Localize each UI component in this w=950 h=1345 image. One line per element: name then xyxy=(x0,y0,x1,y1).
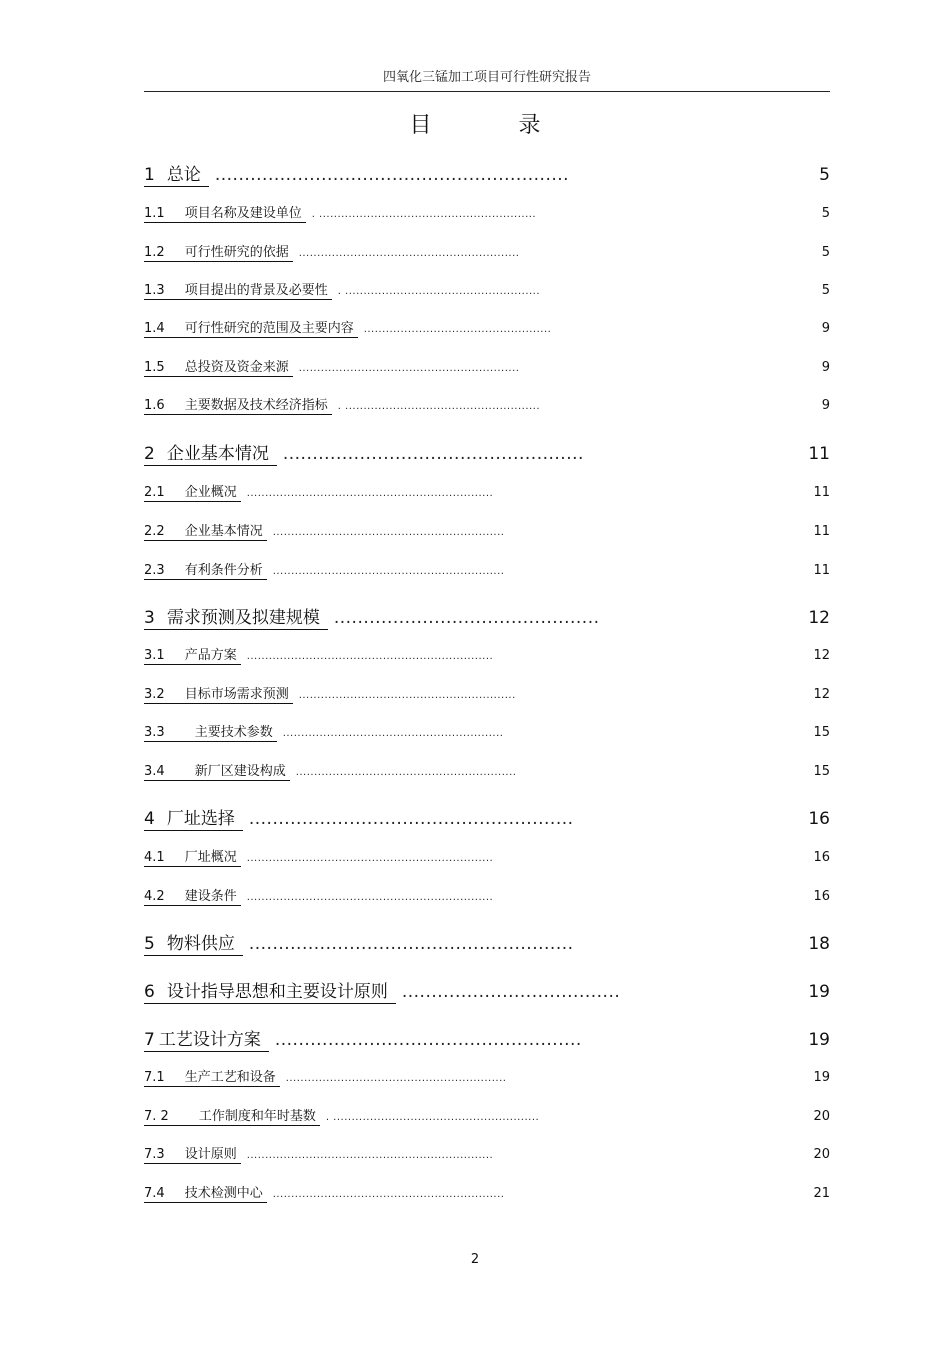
toc-dot-leader: ................................................................... xyxy=(246,853,494,864)
toc-entry-title: 项目提出的背景及必要性 xyxy=(184,283,328,298)
toc-page-number: 16 xyxy=(813,850,830,865)
toc-page-number: 12 xyxy=(813,687,830,702)
toc-page-number: 19 xyxy=(808,1030,830,1050)
toc-page-number: 9 xyxy=(821,398,830,413)
toc-entry-number: 1.6 xyxy=(144,398,165,413)
toc-dot-leader: ............................................................ xyxy=(282,728,504,739)
toc-entry[interactable] xyxy=(144,559,830,580)
toc-entry-title: 厂址概况 xyxy=(184,850,237,865)
toc-entry-number: 7.1 xyxy=(144,1070,165,1085)
toc-entry[interactable] xyxy=(144,1105,830,1126)
toc-entry-title: 设计指导思想和主要设计原则 xyxy=(166,982,388,1002)
toc-entry-number: 1 xyxy=(144,165,155,185)
toc-page-number: 5 xyxy=(821,206,830,221)
toc-page-number: 16 xyxy=(808,809,830,829)
toc-entry[interactable] xyxy=(144,439,830,466)
toc-entry-label[interactable] xyxy=(144,1143,241,1164)
toc-entry[interactable] xyxy=(144,1182,830,1203)
toc-entry[interactable] xyxy=(144,977,830,1004)
toc-entry[interactable] xyxy=(144,356,830,377)
toc-entry-title: 总投资及资金来源 xyxy=(184,360,289,375)
toc-entry-title: 企业基本情况 xyxy=(184,524,263,539)
toc-entry[interactable] xyxy=(144,481,830,502)
running-header: 四氧化三锰加工项目可行性研究报告 xyxy=(382,70,591,85)
toc-entry-title: 物料供应 xyxy=(166,934,235,954)
toc-dot-leader: ............................................................ xyxy=(298,363,520,374)
toc-dot-leader: ............................................................ xyxy=(295,767,517,778)
toc-dot-leader: ........................................................... xyxy=(298,690,516,701)
toc-entry[interactable] xyxy=(144,804,830,831)
toc-dot-leader: ............................................................ xyxy=(285,1073,507,1084)
toc-entry-label[interactable] xyxy=(144,160,209,187)
toc-entry-number: 1.5 xyxy=(144,360,165,375)
toc-dot-leader: ................................................... xyxy=(363,324,552,335)
toc-entry[interactable] xyxy=(144,760,830,781)
toc-entry-number: 4.2 xyxy=(144,889,165,904)
toc-entry-title: 总论 xyxy=(166,165,201,185)
toc-page-number: 9 xyxy=(821,321,830,336)
toc-entry-number: 6 xyxy=(144,982,155,1002)
toc-page-number: 11 xyxy=(808,444,830,464)
toc-dot-leader: ................................................... xyxy=(282,444,584,464)
toc-entry[interactable] xyxy=(144,160,830,187)
page-number: 2 xyxy=(470,1252,480,1267)
toc-entry-label[interactable] xyxy=(144,846,241,867)
toc-entry-number: 1.4 xyxy=(144,321,165,336)
toc-dot-leader: ............................................................... xyxy=(272,1189,505,1200)
toc-entry-number: 1.2 xyxy=(144,245,165,260)
toc-entry-label[interactable] xyxy=(144,885,241,906)
toc-entry-label[interactable] xyxy=(144,977,396,1004)
toc-entry-number: 3.3 xyxy=(144,725,165,740)
toc-entry[interactable] xyxy=(144,929,830,956)
toc-entry[interactable] xyxy=(144,644,830,665)
toc-entry-label[interactable] xyxy=(144,439,277,466)
toc-entry-title: 产品方案 xyxy=(184,648,237,663)
toc-entry-number: 3 xyxy=(144,608,155,628)
toc-entry[interactable] xyxy=(144,317,830,338)
toc-dot-leader: . ........................................................... xyxy=(311,209,537,220)
toc-entry-title: 新厂区建设构成 xyxy=(194,764,286,779)
toc-entry-title: 主要数据及技术经济指标 xyxy=(184,398,328,413)
toc-entry-number: 3.4 xyxy=(144,764,165,779)
toc-page-number: 16 xyxy=(813,889,830,904)
toc-entry-label[interactable] xyxy=(144,683,293,704)
toc-entry-title: 工艺设计方案 xyxy=(158,1030,261,1050)
toc-entry-number: 2.3 xyxy=(144,563,165,578)
toc-entry-label[interactable] xyxy=(144,721,277,742)
toc-dot-leader: ................................................................... xyxy=(246,892,494,903)
toc-dot-leader: ............................................................ xyxy=(214,165,570,185)
toc-entry-label[interactable] xyxy=(144,356,293,377)
toc-entry[interactable] xyxy=(144,394,830,415)
toc-page-number: 11 xyxy=(813,563,830,578)
toc-entry-label[interactable] xyxy=(144,644,241,665)
toc-page-number: 15 xyxy=(813,764,830,779)
toc-dot-leader: ............................................................... xyxy=(272,566,505,577)
toc-entry-number: 1.1 xyxy=(144,206,165,221)
toc-entry-label[interactable] xyxy=(144,1182,267,1203)
toc-entry[interactable] xyxy=(144,603,830,630)
toc-entry[interactable] xyxy=(144,721,830,742)
toc-entry-number: 7 xyxy=(144,1030,155,1050)
toc-entry-number: 3.2 xyxy=(144,687,165,702)
toc-entry-number: 4 xyxy=(144,809,155,829)
toc-entry-label[interactable] xyxy=(144,394,332,415)
toc-entry-title: 项目名称及建设单位 xyxy=(184,206,302,221)
toc-dot-leader: . ..................................................... xyxy=(337,286,541,297)
toc-page-number: 20 xyxy=(813,1109,830,1124)
toc-dot-leader: ....................................................... xyxy=(248,809,574,829)
toc-entry-title: 有利条件分析 xyxy=(184,563,263,578)
toc-page-number: 9 xyxy=(821,360,830,375)
toc-title: 目 录 xyxy=(409,113,581,138)
toc-page-number: 5 xyxy=(819,165,830,185)
toc-entry[interactable] xyxy=(144,846,830,867)
toc-page-number: 5 xyxy=(821,245,830,260)
toc-entry-title: 目标市场需求预测 xyxy=(184,687,289,702)
toc-page-number: 12 xyxy=(813,648,830,663)
toc-entry[interactable] xyxy=(144,241,830,262)
toc-entry-label[interactable] xyxy=(144,1066,280,1087)
toc-entry-number: 7.3 xyxy=(144,1147,165,1162)
toc-entry-label[interactable] xyxy=(144,520,267,541)
toc-entry-label[interactable] xyxy=(144,1105,320,1126)
toc-entry-label[interactable] xyxy=(144,559,267,580)
toc-entry-number: 2.1 xyxy=(144,485,165,500)
toc-entry-number: 2 xyxy=(144,444,155,464)
toc-entry-title: 技术检测中心 xyxy=(184,1186,263,1201)
toc-page-number: 18 xyxy=(808,934,830,954)
toc-entry-title: 企业概况 xyxy=(184,485,237,500)
toc-page-number: 11 xyxy=(813,485,830,500)
toc-page-number: 21 xyxy=(813,1186,830,1201)
toc-entry-label[interactable] xyxy=(144,279,332,300)
toc-entry-title: 工作制度和年时基数 xyxy=(198,1109,316,1124)
toc-page-number: 20 xyxy=(813,1147,830,1162)
toc-page-number: 11 xyxy=(813,524,830,539)
toc-entry-title: 建设条件 xyxy=(184,889,237,904)
toc-dot-leader: ..................................... xyxy=(401,982,621,1002)
toc-dot-leader: ............................................................ xyxy=(298,248,520,259)
toc-entry-title: 需求预测及拟建规模 xyxy=(166,608,320,628)
toc-dot-leader: ................................................................... xyxy=(246,651,494,662)
toc-dot-leader: ............................................................... xyxy=(272,527,505,538)
toc-entry-number: 2.2 xyxy=(144,524,165,539)
toc-entry-title: 厂址选择 xyxy=(166,809,235,829)
header-rule xyxy=(144,91,830,92)
toc-entry-label[interactable] xyxy=(144,603,328,630)
toc-entry-title: 企业基本情况 xyxy=(166,444,269,464)
toc-page-number: 19 xyxy=(808,982,830,1002)
toc-entry[interactable] xyxy=(144,1025,830,1052)
toc-entry-number: 5 xyxy=(144,934,155,954)
toc-entry[interactable] xyxy=(144,683,830,704)
toc-entry-label[interactable] xyxy=(144,804,243,831)
toc-entry[interactable] xyxy=(144,885,830,906)
toc-entry-number: 1.3 xyxy=(144,283,165,298)
toc-entry-label[interactable] xyxy=(144,202,306,223)
toc-entry-number: 7.4 xyxy=(144,1186,165,1201)
toc-dot-leader: . ........................................................ xyxy=(325,1112,540,1123)
toc-entry-label[interactable] xyxy=(144,317,358,338)
toc-entry-title: 主要技术参数 xyxy=(194,725,273,740)
toc-entry-label[interactable] xyxy=(144,929,243,956)
toc-page-number: 19 xyxy=(813,1070,830,1085)
toc-dot-leader: ............................................. xyxy=(333,608,600,628)
toc-page-number: 5 xyxy=(821,283,830,298)
toc-entry-number: 7. 2 xyxy=(144,1109,169,1124)
toc-dot-leader: .................................................... xyxy=(274,1030,582,1050)
toc-entry[interactable] xyxy=(144,520,830,541)
toc-entry-label[interactable] xyxy=(144,241,293,262)
toc-entry-title: 可行性研究的依据 xyxy=(184,245,289,260)
toc-entry-label[interactable] xyxy=(144,481,241,502)
toc-entry-label[interactable] xyxy=(144,760,290,781)
toc-entry-label[interactable] xyxy=(144,1025,269,1052)
toc-dot-leader: ................................................................... xyxy=(246,488,494,499)
toc-page-number: 15 xyxy=(813,725,830,740)
toc-entry[interactable] xyxy=(144,1066,830,1087)
toc-dot-leader: ................................................................... xyxy=(246,1150,494,1161)
toc-entry[interactable] xyxy=(144,202,830,223)
toc-entry-number: 4.1 xyxy=(144,850,165,865)
toc-entry-number: 3.1 xyxy=(144,648,165,663)
toc-dot-leader: . ..................................................... xyxy=(337,401,541,412)
toc-entry[interactable] xyxy=(144,1143,830,1164)
toc-page-number: 12 xyxy=(808,608,830,628)
toc-entry-title: 可行性研究的范围及主要内容 xyxy=(184,321,354,336)
toc-entry[interactable] xyxy=(144,279,830,300)
toc-entry-title: 生产工艺和设备 xyxy=(184,1070,276,1085)
toc-entry-title: 设计原则 xyxy=(184,1147,237,1162)
toc-dot-leader: ....................................................... xyxy=(248,934,574,954)
